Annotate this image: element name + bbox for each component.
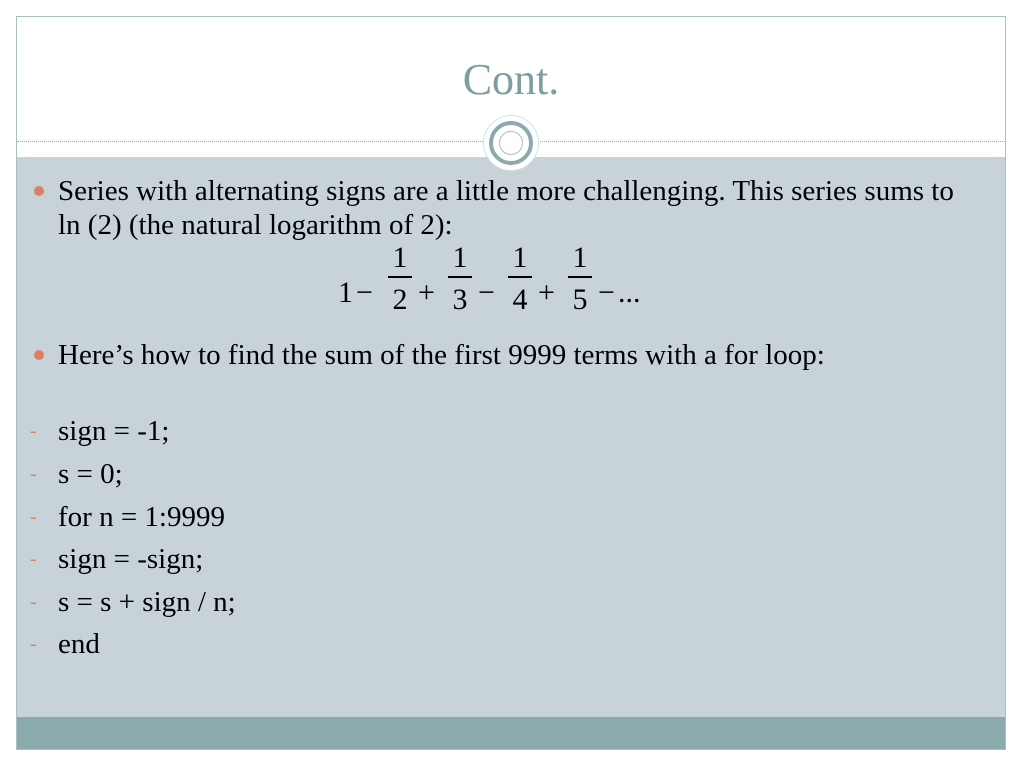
formula-fraction [566, 240, 594, 314]
dash-marker: - [30, 591, 37, 613]
formula-op: − [598, 276, 615, 309]
dash-marker: - [30, 420, 37, 442]
code-line [30, 585, 958, 619]
code-text: s = s + sign / n; [58, 586, 236, 618]
formula-ellipsis: ... [618, 276, 641, 309]
fraction-denominator: 3 [452, 283, 468, 316]
formula-fraction [446, 240, 474, 314]
fraction-denominator: 5 [572, 283, 588, 316]
fraction-denominator: 2 [392, 283, 408, 316]
code-line [30, 457, 958, 491]
code-text: end [58, 628, 100, 660]
code-text: s = 0; [58, 458, 123, 490]
bullet-dot-icon [34, 186, 44, 196]
formula-op: + [538, 276, 555, 309]
code-line [30, 500, 958, 534]
circle-ornament-icon [483, 115, 539, 171]
formula-op: − [356, 276, 373, 309]
code-text: for n = 1:9999 [58, 501, 225, 533]
bullet-text: Here’s how to find the sum of the first 9999 terms with a for loop: [58, 339, 825, 371]
dash-marker: - [30, 463, 37, 485]
code-text: sign = -1; [58, 415, 170, 447]
series-formula [320, 240, 680, 340]
circle-inner [499, 131, 523, 155]
bullet-text: Series with alternating signs are a little more challenging. This series sums to ln (2) (the natural logarithm of 2): [58, 175, 954, 241]
code-line [30, 414, 958, 448]
bullet-item [58, 338, 958, 372]
code-line [30, 627, 958, 661]
fraction-numerator: 1 [392, 241, 408, 274]
fraction-numerator: 1 [572, 241, 588, 274]
footer-band [17, 717, 1005, 749]
bullet-item [58, 174, 958, 242]
circle-ring [489, 121, 533, 165]
slide-title: Cont. [462, 55, 560, 104]
formula-fraction [506, 240, 534, 314]
fraction-denominator: 4 [512, 283, 528, 316]
code-line [30, 542, 958, 576]
dash-marker: - [30, 548, 37, 570]
formula-op: + [418, 276, 435, 309]
fraction-numerator: 1 [452, 241, 468, 274]
dash-marker: - [30, 633, 37, 655]
formula-lead: 1 [338, 276, 353, 309]
formula-op: − [478, 276, 495, 309]
bullet-dot-icon [34, 350, 44, 360]
code-text: sign = -sign; [58, 543, 204, 575]
fraction-numerator: 1 [512, 241, 528, 274]
dash-marker: - [30, 506, 37, 528]
formula-fraction [386, 240, 414, 314]
